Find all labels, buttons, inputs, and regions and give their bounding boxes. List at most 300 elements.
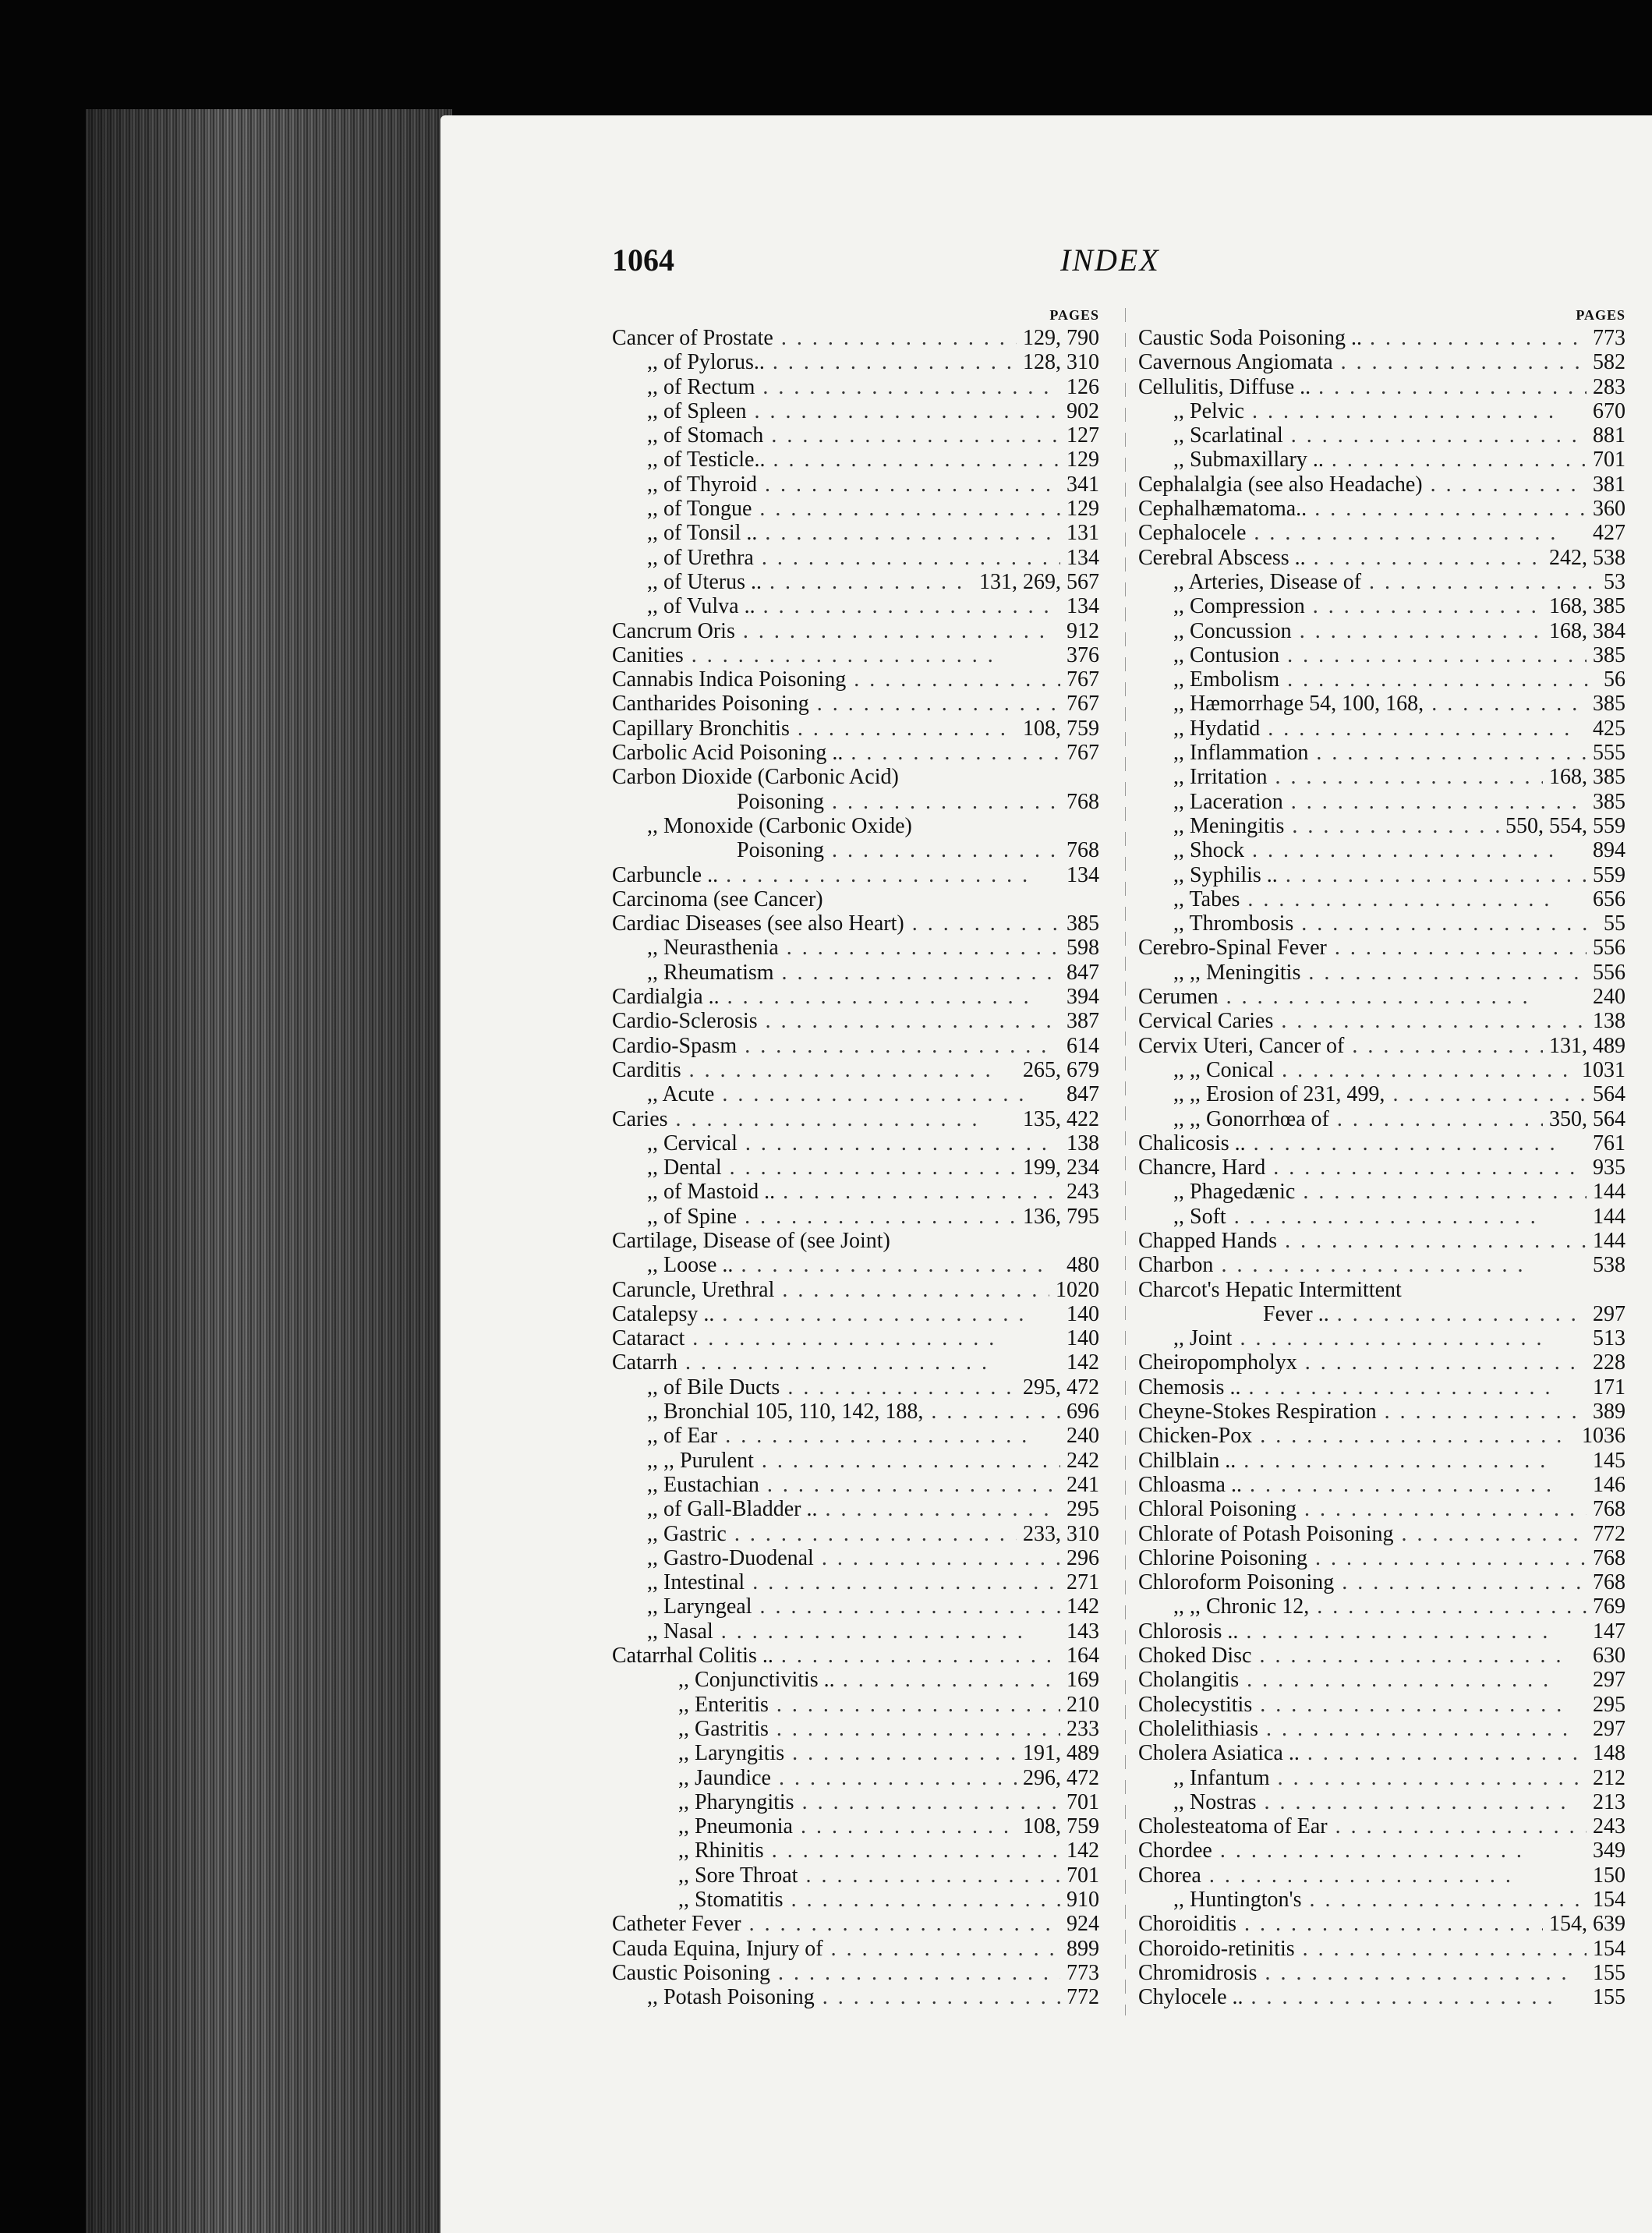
index-entry bbox=[612, 643, 1099, 667]
index-term: ,, Sore Throat . . bbox=[612, 1863, 1060, 1888]
index-entry bbox=[612, 1253, 1099, 1277]
index-pages: 138 bbox=[1593, 1009, 1625, 1034]
index-entry bbox=[1138, 814, 1625, 838]
index-entry bbox=[612, 936, 1099, 960]
index-term: ,, of Tongue . . bbox=[612, 497, 1060, 521]
index-entry bbox=[612, 1107, 1099, 1131]
index-entry bbox=[1138, 887, 1625, 911]
index-term: Caries . . bbox=[612, 1107, 1017, 1131]
index-entry bbox=[1138, 692, 1625, 716]
index-term: Charbon . . bbox=[1138, 1253, 1587, 1277]
index-entry bbox=[1138, 1937, 1625, 1961]
index-term: Cellulitis, Diffuse .. . . bbox=[1138, 375, 1587, 399]
index-entry bbox=[1138, 1619, 1625, 1644]
index-term: Chalicosis .. . . bbox=[1138, 1131, 1587, 1155]
index-pages: 768 bbox=[1593, 1570, 1625, 1595]
index-entry bbox=[1138, 1229, 1625, 1253]
index-term: ,, Pneumonia . . bbox=[612, 1814, 1017, 1838]
index-term: ,, ,, Conical . . bbox=[1138, 1058, 1576, 1082]
index-term: Chilblain .. . . bbox=[1138, 1449, 1587, 1473]
index-term: ,, Laceration . . bbox=[1138, 790, 1587, 814]
index-term: Cardialgia .. . . bbox=[612, 985, 1060, 1009]
index-term: Chloral Poisoning . . bbox=[1138, 1497, 1587, 1521]
pages-column-heading: PAGES bbox=[1049, 307, 1099, 323]
index-term: Choroido-retinitis . . bbox=[1138, 1937, 1587, 1961]
index-entry bbox=[612, 887, 1099, 911]
index-entry bbox=[612, 1522, 1099, 1546]
index-entry bbox=[1138, 1546, 1625, 1570]
index-term: Cancer of Prostate . . bbox=[612, 326, 1017, 350]
index-entry bbox=[612, 423, 1099, 448]
index-term: ,, Nasal . . bbox=[612, 1619, 1060, 1644]
index-pages: 144 bbox=[1593, 1228, 1625, 1253]
index-term: Carbolic Acid Poisoning .. . . bbox=[612, 741, 1060, 765]
index-pages: 135, 422 bbox=[1023, 1106, 1099, 1131]
index-pages: 394 bbox=[1067, 985, 1099, 1010]
index-pages: 847 bbox=[1067, 960, 1099, 985]
index-entry bbox=[612, 1034, 1099, 1058]
index-entry bbox=[1138, 1326, 1625, 1350]
index-term: Catarrhal Colitis .. . . bbox=[612, 1644, 1060, 1668]
index-term: Catalepsy .. . . bbox=[612, 1302, 1060, 1326]
index-pages: 56 bbox=[1604, 667, 1625, 692]
index-term: ,, Laryngitis . . bbox=[612, 1741, 1017, 1765]
index-term: ,, of Tonsil .. . . bbox=[612, 521, 1060, 545]
index-pages: 212 bbox=[1593, 1765, 1625, 1790]
index-term: Carbuncle .. . . bbox=[612, 863, 1060, 887]
index-entry bbox=[612, 1229, 1099, 1253]
index-entry bbox=[1138, 1424, 1625, 1448]
index-pages: 769 bbox=[1593, 1594, 1625, 1619]
index-entry bbox=[612, 1155, 1099, 1180]
index-term: Cholecystitis . . bbox=[1138, 1693, 1587, 1717]
index-pages: 233, 310 bbox=[1023, 1521, 1099, 1546]
index-term: ,, ,, Gonorrhœa of . . bbox=[1138, 1107, 1543, 1131]
index-term: ,, Arteries, Disease of . . bbox=[1138, 570, 1597, 594]
index-entry bbox=[1138, 643, 1625, 667]
index-term: ,, of Uterus .. . . bbox=[612, 570, 973, 594]
index-entry bbox=[1138, 1205, 1625, 1229]
index-pages: 349 bbox=[1593, 1838, 1625, 1863]
index-term: Cholelithiasis . . bbox=[1138, 1717, 1587, 1741]
index-pages: 350, 564 bbox=[1549, 1106, 1625, 1131]
index-entry bbox=[1138, 423, 1625, 448]
index-term: ,, of Mastoid .. . . bbox=[612, 1180, 1060, 1204]
index-pages: 385 bbox=[1067, 911, 1099, 936]
index-term: ,, of Vulva .. . . bbox=[612, 594, 1060, 618]
index-entry bbox=[1138, 961, 1625, 985]
index-entry bbox=[1138, 838, 1625, 862]
index-pages: 297 bbox=[1593, 1668, 1625, 1693]
index-pages: 768 bbox=[1067, 789, 1099, 814]
index-term: Carcinoma (see Cancer) bbox=[612, 886, 823, 911]
index-entry bbox=[612, 1814, 1099, 1838]
index-entry bbox=[1138, 1522, 1625, 1546]
index-term: Cheiropompholyx . . bbox=[1138, 1350, 1587, 1375]
index-term: ,, Eustachian . . bbox=[612, 1473, 1060, 1497]
index-term: ,, Monoxide (Carbonic Oxide) bbox=[647, 813, 912, 838]
index-pages: 242 bbox=[1067, 1448, 1099, 1473]
index-pages: 265, 679 bbox=[1023, 1057, 1099, 1082]
index-term: ,, Pelvic . . bbox=[1138, 399, 1587, 423]
index-term: ,, of Urethra . . bbox=[612, 546, 1060, 570]
index-entry bbox=[1138, 1693, 1625, 1717]
index-pages: 136, 795 bbox=[1023, 1204, 1099, 1229]
index-term: ,, Shock . . bbox=[1138, 838, 1587, 862]
index-entry bbox=[612, 961, 1099, 985]
index-pages: 241 bbox=[1067, 1472, 1099, 1497]
index-term: ,, Hæmorrhage 54, 100, 168, . . bbox=[1138, 692, 1587, 716]
index-pages: 168, 385 bbox=[1549, 594, 1625, 619]
index-term: ,, Inflammation . . bbox=[1138, 741, 1587, 765]
index-entry bbox=[1138, 1497, 1625, 1521]
index-term: Chylocele .. . . bbox=[1138, 1985, 1587, 2009]
index-entry bbox=[1138, 497, 1625, 521]
index-pages: 145 bbox=[1593, 1448, 1625, 1473]
index-entry bbox=[1138, 1375, 1625, 1400]
index-pages: 902 bbox=[1067, 398, 1099, 423]
index-pages: 630 bbox=[1593, 1644, 1625, 1669]
index-entry bbox=[612, 1888, 1099, 1912]
index-term: ,, of Stomach . . bbox=[612, 423, 1060, 448]
index-entry bbox=[1138, 472, 1625, 497]
index-entry bbox=[612, 1570, 1099, 1594]
index-term: ,, of Spine . . bbox=[612, 1205, 1017, 1229]
index-entry bbox=[1138, 399, 1625, 423]
index-term: ,, Jaundice . . bbox=[612, 1766, 1017, 1790]
index-entry bbox=[612, 1205, 1099, 1229]
index-entries-left bbox=[612, 326, 1099, 2009]
index-entry bbox=[1138, 911, 1625, 936]
index-entry bbox=[612, 472, 1099, 497]
index-pages: 564 bbox=[1593, 1082, 1625, 1107]
index-term: Cervix Uteri, Cancer of . . bbox=[1138, 1034, 1543, 1058]
index-pages: 910 bbox=[1067, 1888, 1099, 1912]
index-entry bbox=[1138, 594, 1625, 618]
index-pages: 126 bbox=[1067, 374, 1099, 399]
index-entry bbox=[612, 1838, 1099, 1863]
index-entry bbox=[1138, 1985, 1625, 2009]
index-term: Cephalocele . . bbox=[1138, 521, 1587, 545]
index-pages: 129 bbox=[1067, 497, 1099, 522]
index-entry bbox=[1138, 1961, 1625, 1985]
index-term: ,, Acute . . bbox=[612, 1082, 1060, 1106]
index-term: Poisoning . . bbox=[612, 838, 1060, 862]
index-entry bbox=[612, 1326, 1099, 1350]
index-pages: 295 bbox=[1593, 1692, 1625, 1717]
index-entry bbox=[1138, 350, 1625, 374]
index-term: Cheyne-Stokes Respiration . . bbox=[1138, 1400, 1587, 1424]
index-entry bbox=[1138, 448, 1625, 472]
index-entry bbox=[1138, 1302, 1625, 1326]
index-term: Cardio-Spasm . . bbox=[612, 1034, 1060, 1058]
index-entry bbox=[1138, 1741, 1625, 1765]
index-entry bbox=[1138, 1717, 1625, 1741]
index-entry bbox=[612, 717, 1099, 741]
index-pages: 138 bbox=[1067, 1131, 1099, 1155]
index-term: Canities . . bbox=[612, 643, 1060, 667]
index-term: ,, ,, Erosion of 231, 499, . . bbox=[1138, 1082, 1587, 1106]
index-term: ,, Stomatitis . . bbox=[612, 1888, 1060, 1912]
index-entry bbox=[1138, 790, 1625, 814]
index-pages: 847 bbox=[1067, 1082, 1099, 1107]
index-pages: 129, 790 bbox=[1023, 326, 1099, 350]
index-term: ,, of Thyroid . . bbox=[612, 472, 1060, 497]
index-term: Cannabis Indica Poisoning . . bbox=[612, 667, 1060, 692]
index-entry bbox=[1138, 1863, 1625, 1888]
index-pages: 131, 489 bbox=[1549, 1033, 1625, 1058]
index-term: ,, Gastro-Duodenal . . bbox=[612, 1546, 1060, 1570]
index-entry bbox=[1138, 667, 1625, 692]
index-entry bbox=[612, 1619, 1099, 1644]
index-term: Caruncle, Urethral . . bbox=[612, 1278, 1049, 1302]
index-entry bbox=[1138, 1668, 1625, 1692]
index-entry bbox=[1138, 741, 1625, 765]
index-pages: 295 bbox=[1067, 1497, 1099, 1522]
index-pages: 696 bbox=[1067, 1400, 1099, 1424]
index-entry bbox=[612, 1131, 1099, 1155]
index-pages: 210 bbox=[1067, 1692, 1099, 1717]
index-entry bbox=[612, 1082, 1099, 1106]
page-header bbox=[612, 242, 1652, 281]
index-pages: 555 bbox=[1593, 741, 1625, 766]
index-entry bbox=[612, 1863, 1099, 1888]
index-term: ,, Hydatid . . bbox=[1138, 717, 1587, 741]
index-entry bbox=[1138, 936, 1625, 960]
index-entry bbox=[612, 1668, 1099, 1692]
index-pages: 1036 bbox=[1582, 1424, 1625, 1449]
index-entry bbox=[612, 1302, 1099, 1326]
index-pages: 1020 bbox=[1056, 1277, 1099, 1302]
index-pages: 935 bbox=[1593, 1155, 1625, 1180]
index-entry bbox=[612, 594, 1099, 618]
index-term: ,, Loose .. . . bbox=[612, 1253, 1060, 1277]
index-term: ,, Compression . . bbox=[1138, 594, 1543, 618]
index-pages: 381 bbox=[1593, 472, 1625, 497]
index-term: ,, Scarlatinal . . bbox=[1138, 423, 1587, 448]
index-term: Cardiac Diseases (see also Heart) . . bbox=[612, 911, 1060, 936]
index-entry bbox=[1138, 1570, 1625, 1594]
index-pages: 389 bbox=[1593, 1400, 1625, 1424]
index-entry bbox=[1138, 1888, 1625, 1912]
index-pages: 1031 bbox=[1582, 1057, 1625, 1082]
index-pages: 538 bbox=[1593, 1253, 1625, 1278]
index-pages: 670 bbox=[1593, 398, 1625, 423]
index-term: ,, of Bile Ducts . . bbox=[612, 1375, 1017, 1400]
index-entry bbox=[612, 863, 1099, 887]
index-entry bbox=[612, 1961, 1099, 1985]
index-entry bbox=[612, 497, 1099, 521]
index-pages: 773 bbox=[1593, 326, 1625, 350]
index-term: Capillary Bronchitis . . bbox=[612, 717, 1017, 741]
index-pages: 233 bbox=[1067, 1716, 1099, 1741]
index-term: Catarrh . . bbox=[612, 1350, 1060, 1375]
index-pages: 142 bbox=[1067, 1594, 1099, 1619]
index-pages: 297 bbox=[1593, 1716, 1625, 1741]
index-pages: 480 bbox=[1067, 1253, 1099, 1278]
index-pages: 559 bbox=[1593, 862, 1625, 887]
index-pages: 598 bbox=[1067, 936, 1099, 961]
index-entry bbox=[612, 1180, 1099, 1204]
index-pages: 134 bbox=[1067, 594, 1099, 619]
index-entry bbox=[612, 692, 1099, 716]
index-pages: 168, 384 bbox=[1549, 618, 1625, 643]
index-pages: 243 bbox=[1067, 1180, 1099, 1205]
index-term: Choroiditis . . bbox=[1138, 1912, 1543, 1936]
index-pages: 108, 759 bbox=[1023, 1814, 1099, 1839]
page-number: 1064 bbox=[612, 242, 674, 278]
index-column-right bbox=[1138, 304, 1625, 2009]
index-term: Fever .. . . bbox=[1138, 1302, 1587, 1326]
index-pages: 768 bbox=[1067, 838, 1099, 863]
index-pages: 191, 489 bbox=[1023, 1741, 1099, 1766]
index-pages: 147 bbox=[1593, 1619, 1625, 1644]
index-pages: 385 bbox=[1593, 692, 1625, 717]
index-entry bbox=[1138, 1594, 1625, 1619]
index-pages: 768 bbox=[1593, 1545, 1625, 1570]
index-pages: 295, 472 bbox=[1023, 1375, 1099, 1400]
index-pages: 296 bbox=[1067, 1545, 1099, 1570]
index-entry bbox=[1138, 375, 1625, 399]
index-entry bbox=[1138, 1790, 1625, 1814]
index-term: Chloasma .. . . bbox=[1138, 1473, 1587, 1497]
index-pages: 154 bbox=[1593, 1936, 1625, 1961]
index-pages: 556 bbox=[1593, 936, 1625, 961]
index-entry bbox=[612, 765, 1099, 789]
index-pages: 131 bbox=[1067, 521, 1099, 546]
index-term: Cerebral Abscess .. . . bbox=[1138, 546, 1543, 570]
index-term: Caustic Poisoning . . bbox=[612, 1961, 1060, 1985]
index-term: Chicken-Pox . . bbox=[1138, 1424, 1576, 1448]
index-entry bbox=[612, 1424, 1099, 1448]
index-pages: 127 bbox=[1067, 423, 1099, 448]
index-term: ,, Bronchial 105, 110, 142, 188, . . bbox=[612, 1400, 1060, 1424]
index-term: Cataract . . bbox=[612, 1326, 1060, 1350]
index-term: ,, Rhinitis . . bbox=[612, 1838, 1060, 1863]
index-entry bbox=[612, 1912, 1099, 1936]
index-pages: 143 bbox=[1067, 1619, 1099, 1644]
index-pages: 142 bbox=[1067, 1350, 1099, 1375]
index-pages: 242, 538 bbox=[1549, 545, 1625, 570]
index-entry bbox=[612, 985, 1099, 1009]
index-entry bbox=[612, 619, 1099, 643]
index-pages: 297 bbox=[1593, 1301, 1625, 1326]
index-entry bbox=[612, 1790, 1099, 1814]
index-pages: 701 bbox=[1067, 1789, 1099, 1814]
index-pages: 171 bbox=[1593, 1375, 1625, 1400]
index-pages: 772 bbox=[1067, 1985, 1099, 2010]
index-entry bbox=[612, 1009, 1099, 1033]
index-term: Chorea . . bbox=[1138, 1863, 1587, 1888]
index-term: ,, Syphilis .. . . bbox=[1138, 863, 1587, 887]
index-pages: 240 bbox=[1067, 1424, 1099, 1449]
index-pages: 164 bbox=[1067, 1644, 1099, 1669]
index-term: Cauda Equina, Injury of . . bbox=[612, 1937, 1060, 1961]
index-entry bbox=[612, 741, 1099, 765]
index-pages: 55 bbox=[1604, 911, 1625, 936]
index-term: ,, Irritation . . bbox=[1138, 765, 1543, 789]
index-entry bbox=[1138, 1034, 1625, 1058]
index-pages: 341 bbox=[1067, 472, 1099, 497]
index-term: Cerebro-Spinal Fever . . bbox=[1138, 936, 1587, 960]
index-term: Carbon Dioxide (Carbonic Acid) bbox=[612, 765, 899, 790]
index-pages: 360 bbox=[1593, 497, 1625, 522]
index-entry bbox=[612, 1717, 1099, 1741]
index-pages: 53 bbox=[1604, 569, 1625, 594]
index-term: ,, of Pylorus.. . . bbox=[612, 350, 1017, 374]
index-pages: 701 bbox=[1593, 448, 1625, 472]
index-entry bbox=[612, 667, 1099, 692]
index-entry bbox=[1138, 1449, 1625, 1473]
index-entry bbox=[1138, 1253, 1625, 1277]
index-term: Catheter Fever . . bbox=[612, 1912, 1060, 1936]
index-pages: 283 bbox=[1593, 374, 1625, 399]
index-entry bbox=[612, 1594, 1099, 1619]
index-term: Cervical Caries . . bbox=[1138, 1009, 1587, 1033]
index-pages: 582 bbox=[1593, 350, 1625, 375]
index-entry bbox=[612, 1693, 1099, 1717]
index-pages: 614 bbox=[1067, 1033, 1099, 1058]
index-pages: 427 bbox=[1593, 521, 1625, 546]
index-term: Cantharides Poisoning . . bbox=[612, 692, 1060, 716]
index-entry bbox=[1138, 1155, 1625, 1180]
index-term: ,, of Gall-Bladder .. . . bbox=[612, 1497, 1060, 1521]
index-entry bbox=[1138, 985, 1625, 1009]
index-pages: 131, 269, 567 bbox=[979, 569, 1099, 594]
index-term: ,, Nostras . . bbox=[1138, 1790, 1587, 1814]
index-pages: 513 bbox=[1593, 1326, 1625, 1351]
index-pages: 924 bbox=[1067, 1912, 1099, 1937]
index-pages: 213 bbox=[1593, 1789, 1625, 1814]
index-pages: 761 bbox=[1593, 1131, 1625, 1155]
index-pages: 228 bbox=[1593, 1350, 1625, 1375]
index-term: ,, Enteritis . . bbox=[612, 1693, 1060, 1717]
index-term: Cholesteatoma of Ear . . bbox=[1138, 1814, 1587, 1838]
index-term: Chromidrosis . . bbox=[1138, 1961, 1587, 1985]
index-term: Cholera Asiatica .. . . bbox=[1138, 1741, 1587, 1765]
index-pages: 146 bbox=[1593, 1472, 1625, 1497]
index-pages: 108, 759 bbox=[1023, 716, 1099, 741]
index-term: Chlorosis .. . . bbox=[1138, 1619, 1587, 1644]
index-term: Chloroform Poisoning . . bbox=[1138, 1570, 1587, 1594]
index-term: Cancrum Oris . . bbox=[612, 619, 1060, 643]
index-entry bbox=[1138, 546, 1625, 570]
index-pages: 169 bbox=[1067, 1668, 1099, 1693]
index-term: Charcot's Hepatic Intermittent bbox=[1138, 1277, 1402, 1302]
index-pages: 168, 385 bbox=[1549, 765, 1625, 790]
index-entry bbox=[612, 1546, 1099, 1570]
index-pages: 134 bbox=[1067, 545, 1099, 570]
index-entry bbox=[612, 1473, 1099, 1497]
index-term: Cerumen . . bbox=[1138, 985, 1587, 1009]
index-entry bbox=[612, 1449, 1099, 1473]
index-term: ,, ,, Chronic 12, . . bbox=[1138, 1594, 1587, 1619]
index-pages: 894 bbox=[1593, 838, 1625, 863]
index-pages: 243 bbox=[1593, 1814, 1625, 1839]
index-term: ,, Conjunctivitis .. . . bbox=[612, 1668, 1060, 1692]
index-term: ,, Embolism . . bbox=[1138, 667, 1597, 692]
index-pages: 881 bbox=[1593, 423, 1625, 448]
index-term: Cholangitis . . bbox=[1138, 1668, 1587, 1692]
index-term: Chancre, Hard . . bbox=[1138, 1155, 1587, 1180]
index-pages: 772 bbox=[1593, 1521, 1625, 1546]
index-pages: 701 bbox=[1067, 1863, 1099, 1888]
index-entry bbox=[612, 1058, 1099, 1082]
index-pages: 768 bbox=[1593, 1497, 1625, 1522]
index-entries-right bbox=[1138, 326, 1625, 2009]
index-entry bbox=[1138, 717, 1625, 741]
index-entry bbox=[612, 838, 1099, 862]
